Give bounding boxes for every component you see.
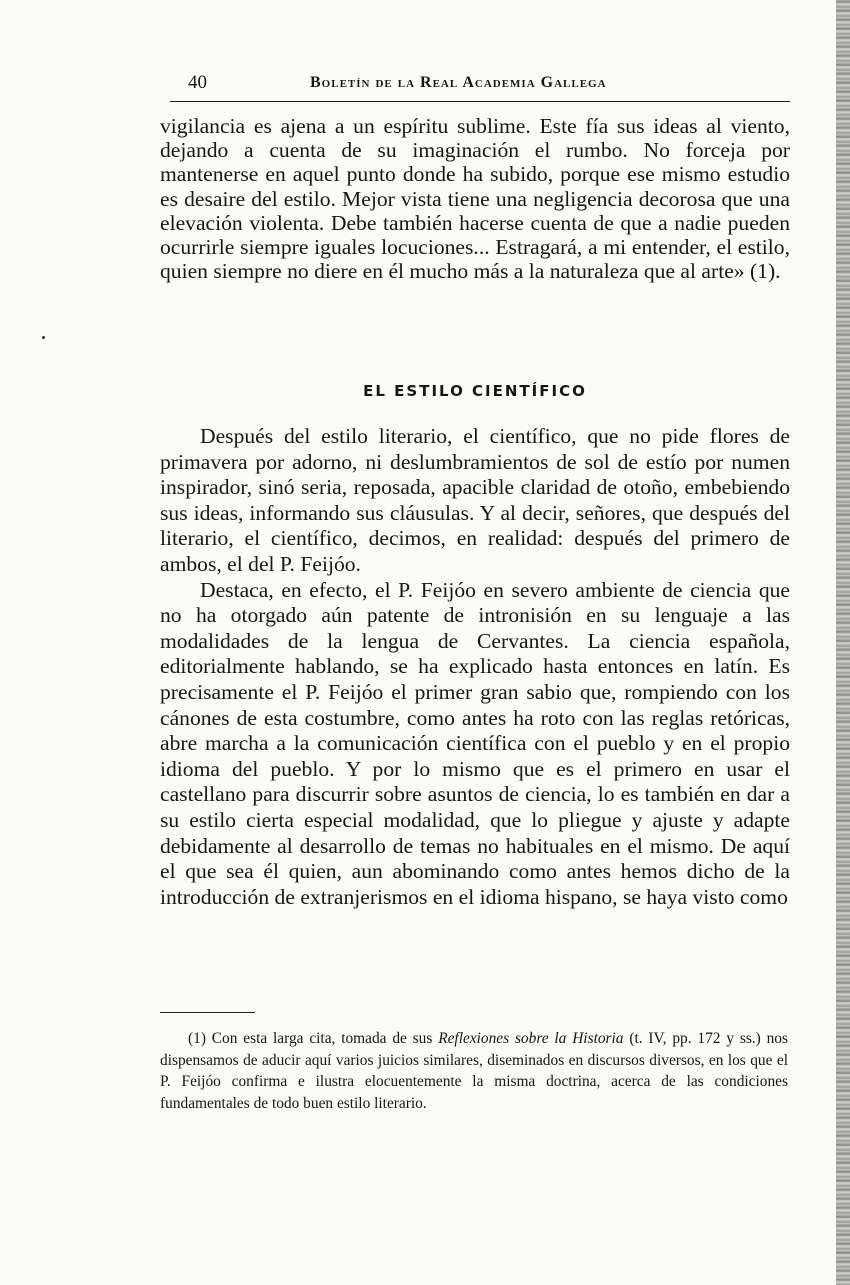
opening-paragraph-block [160,114,790,283]
footnote-rule [160,1012,255,1013]
page-edge-shadow [836,0,850,1285]
paragraph-3: Destaca, en efecto, el P. Feijóo en severo ambiente de ciencia que no ha otorgado aún patente de intronisión en su lenguaje a las modalidades de la lengua de Cervantes. La ciencia española, editorialmente hablando, se ha explicado hasta entonces en latín. Es precisamente el P. Feijóo el primer gran sabio que, rompiendo con los cánones de esta costumbre, como antes ha roto con las reglas retóricas, abre marcha a la comunicación científica con el pueblo y en el propio idioma del pueblo. Y por lo mismo que es el primero en usar el castellano para discurrir sobre asuntos de ciencia, lo es también en dar a su estilo cierta especial modalidad, que lo pliegue y ajuste y adapte debidamente al desarrollo de temas no habituales en el mismo. De aquí el que sea él quien, aun abominando como antes hemos dicho de la introducción de extranjerismos en el idioma hispano, se haya visto como [160,577,790,909]
footnote [160,1028,788,1114]
paragraph-2: Después del estilo literario, el científico, que no pide flores de primavera por adorno, ni deslumbramientos de sol de estío por numen inspirador, sinó seria, reposada, apacible claridad de otoño, embebiendo sus ideas, informando sus cláusulas. Y al decir, señores, que después del literario, el científico, decimos, en realidad: después del primero de ambos, el del P. Feijóo. [160,424,790,576]
page-number: 40 [188,72,207,93]
running-header [180,68,760,98]
journal-title: Boletín de la Real Academia Gallega [310,74,607,91]
footnote-text-after: (t. IV, pp. 172 y ss.) nos dispensamos de aducir aquí varios juicios similares, diseminados en discursos diversos, en los que el P. Feijóo confirma e ilustra elocuentemente la misma doctrina, acerca de las condiciones fundamentales de todo buen estilo literario. [160,1030,788,1112]
section-body [160,424,790,910]
footnote-text-before: Con esta larga cita, tomada de sus [211,1030,433,1047]
paragraph-1: vigilancia es ajena a un espíritu sublime. Este fía sus ideas al viento, dejando a cuenta de su imaginación el rumbo. No forceja por mantenerse en aquel punto donde ha subido, porque ese mismo estudio es desaire del estilo. Mejor vista tiene una negligencia decorosa que una elevación violenta. Debe también hacerse cuenta de que a nadie pueden ocurrirle siempre iguales locuciones... Estragará, a mi entender, el estilo, quien siempre no diere en él mucho más a la naturaleza que al arte» (1). [160,114,790,284]
footnote-number: (1) [188,1030,206,1047]
margin-dot [42,336,45,339]
section-heading: EL ESTILO CIENTÍFICO [363,382,587,400]
header-rule [170,101,790,102]
footnote-work-title: Reflexiones sobre la Historia [438,1030,624,1047]
